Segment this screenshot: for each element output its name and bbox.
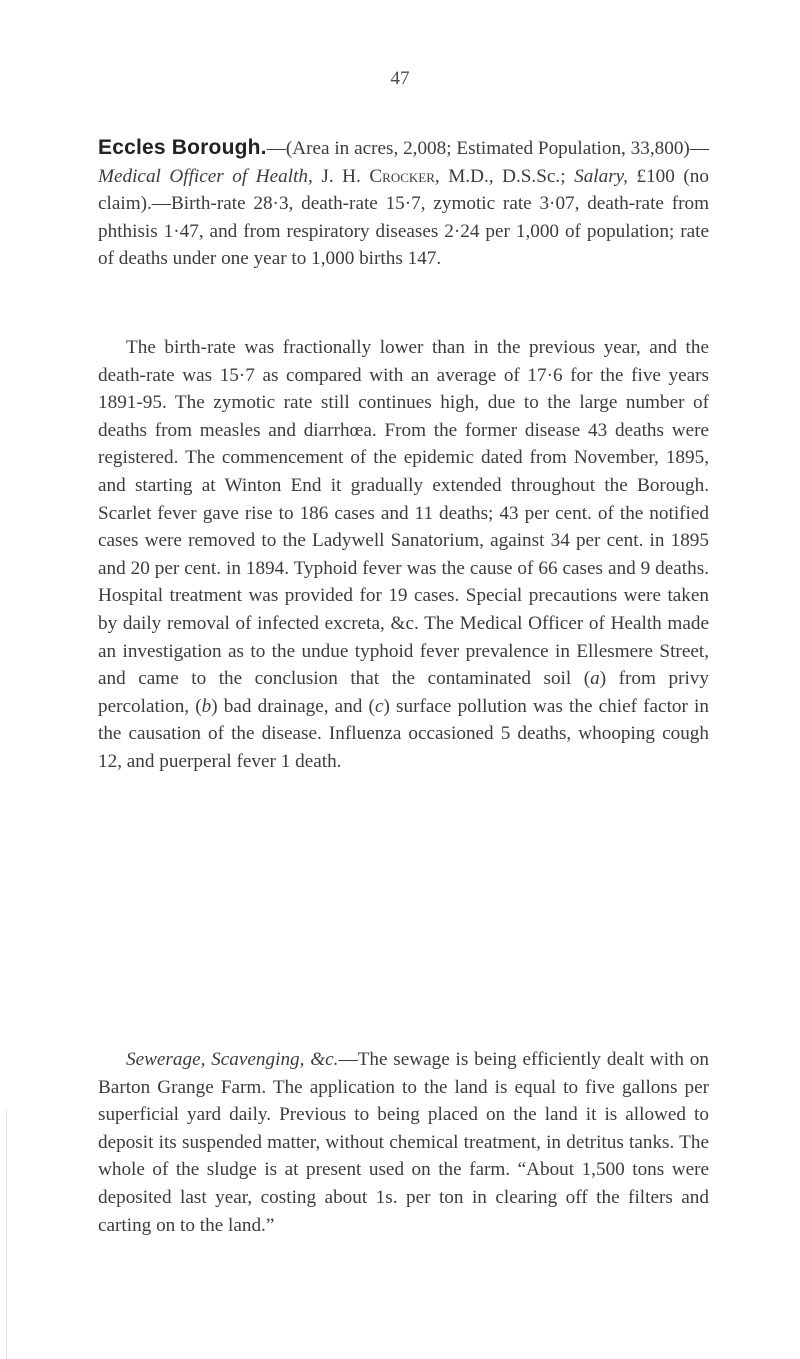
sewerage-text: —The sewage is being efficiently dealt with on Barton Grange Farm. The application to the land is equal to five gallons per superficial yard daily. Previous to being placed on the land it is allowed to deposit its suspended matter, without chemical treatment, in detritus tanks. The whole of the sludge is at present used on the farm. “About 1,500 tons were deposited last year, costing about 1s. per ton in clearing off the filters and carting on to the land.” (98, 1049, 709, 1236)
scan-edge-line (6, 1110, 7, 1359)
list-letter-c: c (374, 695, 384, 717)
disease-text-part-2: ) from privy percolation, ( (98, 668, 709, 717)
disease-text-part-1: The birth-rate was fractionally lower than in the previous year, and the death-rate was 15·7 as compared with an average of 17·6 for the five years 1891-95. The zymotic rate still continues high, due to the large number of deaths from measles and diarrhœa. From the former disease 43 deaths were registered. The commencement of the epidemic dated from November, 1895, and starting at Winton End it gradually extended throughout the Borough. Scarlet fever gave rise to 186 cases and 11 deaths; 43 per cent. of the notified cases were removed to the Ladywell Sanatorium, against 34 per cent. in 1895 and 20 per cent. in 1894. Typhoid fever was the cause of 66 cases and 9 deaths. Hospital treatment was provided for 19 cases. Special precautions were taken by daily removal of infected excreta, &c. The Medical Officer of Health made an investigation as to the undue typhoid fever prevalence in Ellesmere Street, and came to the conclusion that the contaminated soil ( (98, 337, 709, 690)
moh-initials: J. H. (312, 165, 370, 187)
disease-text-part-4: ) surface pollution was the chief factor in the causation of the disease. Influenza occasioned 5 deaths, whooping cough 12, and puerperal fever 1 death. (98, 695, 709, 772)
paragraph-disease-report (98, 334, 709, 776)
paragraph-sewerage (98, 1046, 709, 1239)
moh-surname: Crocker, (369, 165, 440, 187)
paragraph-eccles-summary (98, 134, 709, 273)
disease-text-part-3: ) bad drainage, and ( (211, 695, 375, 717)
moh-degrees: M.D., D.S.Sc.; (439, 165, 575, 187)
rates-text: £100 (no claim).—Birth-rate 28·3, death-rate 15·7, zymotic rate 3·07, death-rate from phthisis 1·47, and from respiratory diseases 2·24 per 1,000 of population; rate of deaths under one year to 1,000 births 147. (98, 165, 709, 270)
list-letter-a: a (590, 668, 600, 690)
salary-label: Salary, (574, 165, 628, 187)
sewerage-heading: Sewerage, Scavenging, &c. (126, 1049, 339, 1070)
moh-label: Medical Officer of Health, (98, 165, 313, 187)
page-number: 47 (390, 68, 410, 89)
area-population-text: —(Area in acres, 2,008; Estimated Population, 33,800)— (266, 138, 709, 159)
list-letter-b: b (201, 695, 212, 717)
section-heading: Eccles Borough. (98, 136, 267, 159)
